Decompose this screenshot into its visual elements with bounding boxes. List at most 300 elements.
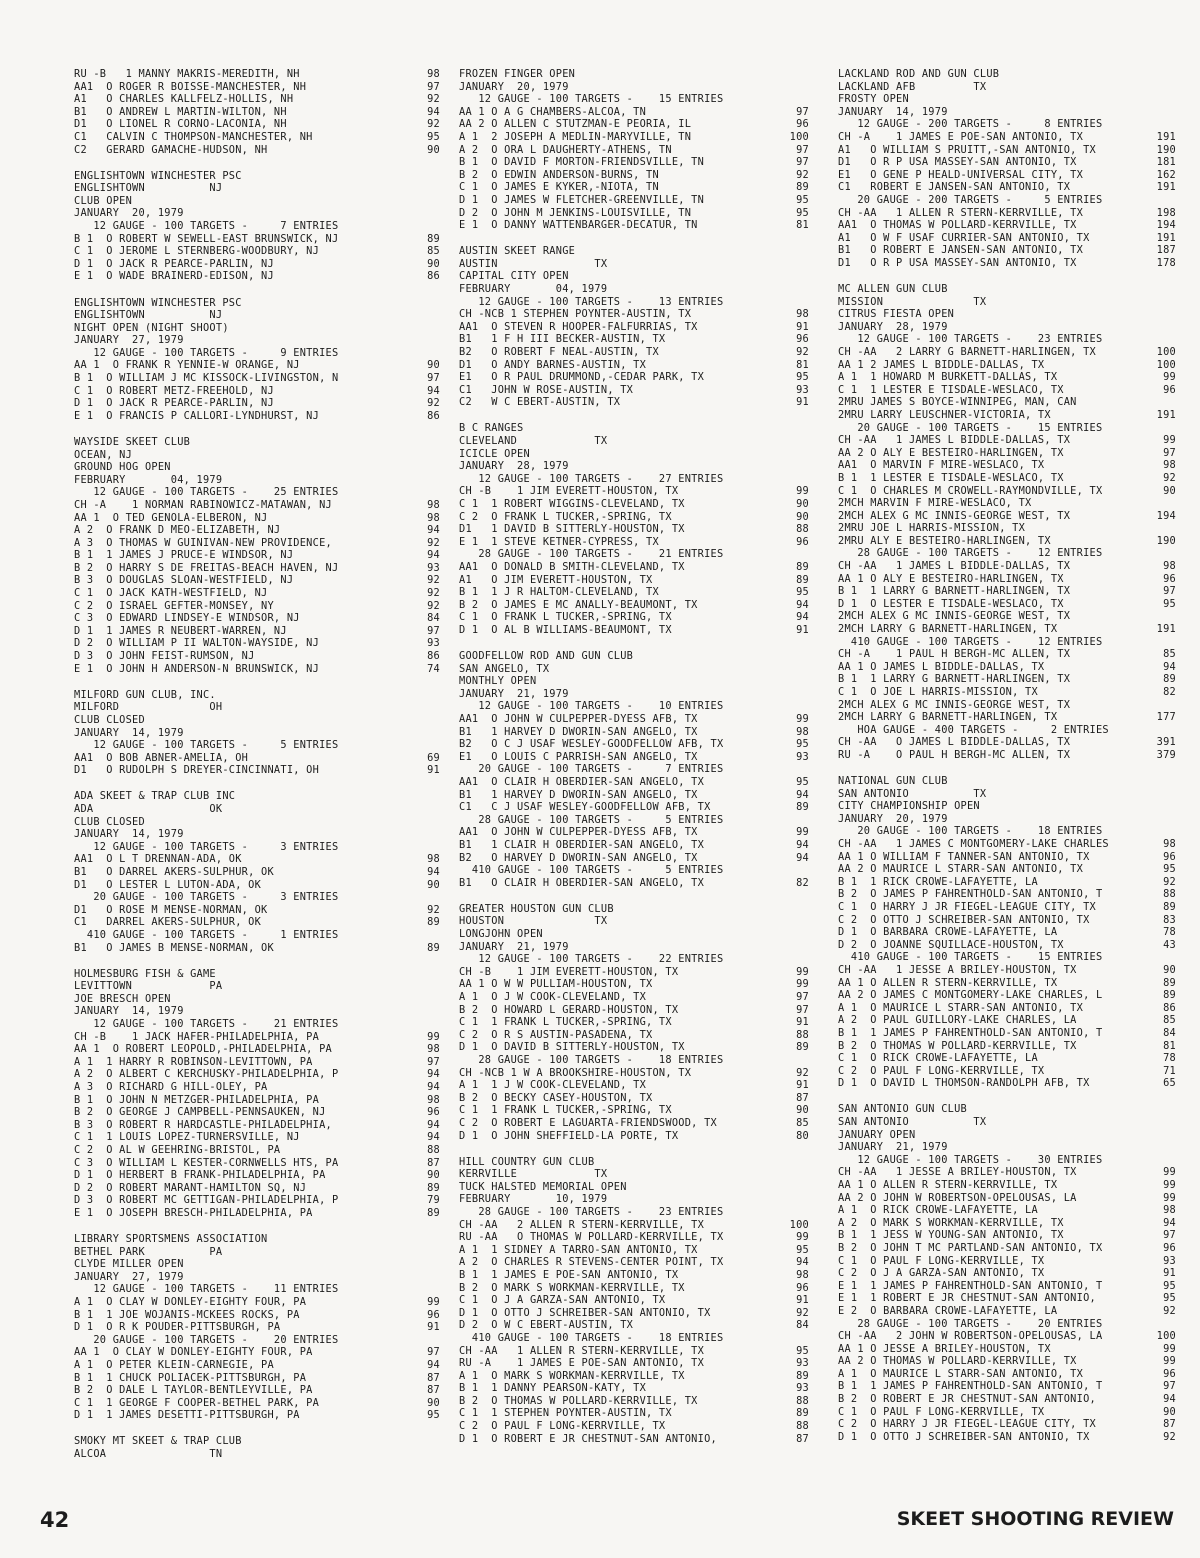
score: 93 [427, 637, 440, 650]
result-line [74, 1056, 440, 1069]
info-line [74, 170, 440, 183]
entry-text: ENGLISHTOWN NJ [74, 182, 223, 195]
entry-text: A 1 O MAURICE L STARR-SAN ANTONIO, TX [838, 1367, 1084, 1380]
result-line [838, 1292, 1176, 1305]
entry-text: 12 GAUGE - 100 TARGETS - 25 ENTRIES [74, 486, 339, 499]
score: 95 [796, 206, 809, 219]
entry-text: 20 GAUGE - 100 TARGETS - 20 ENTRIES [74, 1333, 339, 1346]
score: 92 [1163, 875, 1176, 888]
result-line [74, 233, 440, 246]
entry-text: B 1 1 J R HALTOM-CLEVELAND, TX [459, 586, 659, 599]
result-line [459, 1345, 809, 1358]
result-line [459, 536, 809, 549]
score: 96 [796, 535, 809, 548]
score: 97 [427, 1055, 440, 1068]
entry-text: B 2 O GEORGE J CAMPBELL-PENNSAUKEN, NJ [74, 1106, 326, 1119]
result-line [459, 1117, 809, 1130]
result-line [74, 562, 440, 575]
entry-text: C 2 O HARRY J JR FIEGEL-LEAGUE CITY, TX [838, 1418, 1096, 1431]
entry-text: D 1 O DAVID L THOMSON-RANDOLPH AFB, TX [838, 1077, 1090, 1090]
club-results-block [459, 903, 809, 1142]
entry-text: KERRVILLE TX [459, 1168, 608, 1181]
score: 96 [1163, 1367, 1176, 1380]
entry-text: E 1 1 JAMES P FAHRENTHOLD-SAN ANTONIO, T [838, 1279, 1103, 1292]
info-line [74, 993, 440, 1006]
result-line [459, 144, 809, 157]
score: 90 [427, 143, 440, 156]
info-line [459, 460, 809, 473]
entry-text: A1 O JIM EVERETT-HOUSTON, TX [459, 573, 653, 586]
entry-text: 28 GAUGE - 100 TARGETS - 21 ENTRIES [459, 548, 724, 561]
entry-text: B 1 1 CHUCK POLIACEK-PITTSBURGH, PA [74, 1371, 307, 1384]
score: 88 [796, 1394, 809, 1407]
entry-text: D1 O LESTER L LUTON-ADA, OK [74, 878, 262, 891]
score: 90 [1163, 963, 1176, 976]
entry-text: D 1 1 JAMES DESETTI-PITTSBURGH, PA [74, 1409, 300, 1422]
entry-text: D1 O RUDOLPH S DREYER-CINCINNATI, OH [74, 764, 320, 777]
entry-text: ENGLISHTOWN NJ [74, 309, 223, 322]
entry-text: D1 O ROSE M MENSE-NORMAN, OK [74, 903, 268, 916]
score: 97 [427, 624, 440, 637]
result-line [459, 1079, 809, 1092]
entry-text: C1 JOHN W ROSE-AUSTIN, TX [459, 383, 634, 396]
score: 87 [427, 1156, 440, 1169]
score: 87 [796, 1432, 809, 1445]
entry-text: CLYDE MILLER OPEN [74, 1258, 184, 1271]
entry-text: CH -NCB 1 STEPHEN POYNTER-AUSTIN, TX [459, 308, 692, 321]
score: 187 [1156, 244, 1176, 257]
info-line [838, 547, 1176, 560]
result-line [459, 1282, 809, 1295]
score: 92 [427, 599, 440, 612]
entry-text: D1 O LIONEL R CORNO-LACONIA, NH [74, 118, 287, 131]
result-line [459, 1016, 809, 1029]
score: 94 [427, 865, 440, 878]
entry-text: B C RANGES [459, 422, 524, 435]
info-line [459, 1332, 809, 1345]
result-line [459, 776, 809, 789]
score: 100 [1156, 345, 1176, 358]
entry-text: E1 O R PAUL DRUMMOND,-CEDAR PARK, TX [459, 371, 705, 384]
entry-text: C 1 1 FRANK L TUCKER,-SPRING, TX [459, 1104, 672, 1117]
info-line [459, 1206, 809, 1219]
score: 95 [796, 775, 809, 788]
info-line [459, 435, 809, 448]
score: 81 [796, 358, 809, 371]
result-line [459, 839, 809, 852]
score: 99 [796, 826, 809, 839]
score: 98 [796, 308, 809, 321]
result-line [459, 498, 809, 511]
entry-text: B2 O C J USAF WESLEY-GOODFELLOW AFB, TX [459, 738, 724, 751]
result-line [838, 851, 1176, 864]
result-line [838, 144, 1176, 157]
info-line [838, 283, 1176, 296]
info-line [74, 701, 440, 714]
result-line [838, 1166, 1176, 1179]
club-results-block [74, 968, 440, 1220]
entry-text: B 1 1 JAMES J PRUCE-E WINDSOR, NJ [74, 549, 294, 562]
entry-text: B2 O ROBERT F NEAL-AUSTIN, TX [459, 345, 659, 358]
result-line [838, 1040, 1176, 1053]
result-line [459, 789, 809, 802]
result-line [74, 1207, 440, 1220]
result-line [838, 409, 1176, 422]
score: 91 [427, 1321, 440, 1334]
entry-text: D 1 O DAVID B SITTERLY-HOUSTON, TX [459, 1041, 685, 1054]
info-line [838, 308, 1176, 321]
score: 99 [796, 485, 809, 498]
result-line [459, 219, 809, 232]
score: 94 [427, 1358, 440, 1371]
info-line [459, 864, 809, 877]
entry-text: C 1 O CHARLES M CROWELL-RAYMONDVILLE, TX [838, 484, 1103, 497]
score: 98 [796, 1268, 809, 1281]
column-middle [459, 68, 809, 1459]
score: 191 [1156, 408, 1176, 421]
result-line [74, 916, 440, 929]
score: 94 [427, 1118, 440, 1131]
entry-text: CITY CHAMPIONSHIP OPEN [838, 800, 980, 813]
result-line [838, 219, 1176, 232]
result-line [838, 1027, 1176, 1040]
entry-text: LACKLAND AFB TX [838, 80, 987, 93]
result-line [74, 372, 440, 385]
entry-text: ADA SKEET & TRAP CLUB INC [74, 790, 236, 803]
score: 379 [1156, 748, 1176, 761]
result-line [74, 942, 440, 955]
info-line [838, 1141, 1176, 1154]
entry-text: ENGLISHTOWN WINCHESTER PSC [74, 169, 242, 182]
info-line [459, 915, 809, 928]
result-line [74, 663, 440, 676]
info-line [74, 322, 440, 335]
entry-text: AA1 O JOHN W CULPEPPER-DYESS AFB, TX [459, 826, 698, 839]
result-line [838, 888, 1176, 901]
entry-text: LONGJOHN OPEN [459, 928, 543, 940]
result-line [838, 1065, 1176, 1078]
entry-text: JANUARY 20, 1979 [459, 80, 569, 93]
entry-text: CH -B 1 JACK HAFER-PHILADELPHIA, PA [74, 1030, 320, 1043]
entry-text: C 1 1 LESTER E TISDALE-WESLACO, TX [838, 383, 1064, 396]
entry-text: D 1 O JACK R PEARCE-PARLIN, NJ [74, 397, 274, 410]
entry-text: AA 1 O JESSE A BRILEY-HOUSTON, TX [838, 1342, 1051, 1355]
score: 99 [796, 965, 809, 978]
entry-text: D 1 1 JAMES R NEUBERT-WARREN, NJ [74, 624, 287, 637]
entry-text: 2MRU JAMES S BOYCE-WINNIPEG, MAN, CAN [838, 396, 1077, 409]
entry-text: 2MRU LARRY LEUSCHNER-VICTORIA, TX [838, 408, 1051, 421]
entry-text: AA 2 O JOHN W ROBERTSON-OPELOUSAS, LA [838, 1191, 1077, 1204]
result-line [74, 1397, 440, 1410]
result-line [74, 1182, 440, 1195]
entry-text: AA 1 O W W PULLIAM-HOUSTON, TX [459, 978, 653, 991]
score: 95 [1163, 597, 1176, 610]
result-line [838, 1217, 1176, 1230]
score: 91 [427, 764, 440, 777]
score: 95 [796, 371, 809, 384]
entry-text: C 3 O WILLIAM L KESTER-CORNWELLS HTS, PA [74, 1156, 339, 1169]
score: 90 [1163, 484, 1176, 497]
score: 98 [427, 853, 440, 866]
info-line [838, 1103, 1176, 1116]
entry-text: C1 DARREL AKERS-SULPHUR, OK [74, 916, 262, 929]
score: 98 [427, 68, 440, 80]
result-line [838, 1280, 1176, 1293]
entry-text: CH -AA 1 JAMES L BIDDLE-DALLAS, TX [838, 434, 1071, 447]
info-line [838, 296, 1176, 309]
info-line [74, 1258, 440, 1271]
score: 89 [796, 1041, 809, 1054]
score: 88 [796, 1028, 809, 1041]
score: 92 [427, 587, 440, 600]
score: 94 [1163, 1393, 1176, 1406]
entry-text: D 2 O JOHN M JENKINS-LOUISVILLE, TN [459, 206, 692, 219]
score: 100 [789, 1218, 809, 1231]
score: 98 [1163, 838, 1176, 851]
entry-text: E1 O GENE P HEALD-UNIVERSAL CITY, TX [838, 168, 1084, 181]
entry-text: D 2 O W C EBERT-AUSTIN, TX [459, 1319, 634, 1332]
entry-text: JANUARY 28, 1979 [459, 460, 569, 473]
entry-text: B 1 O WILLIAM J MC KISSOCK-LIVINGSTON, N [74, 372, 339, 385]
score: 94 [796, 598, 809, 611]
score: 90 [796, 1104, 809, 1117]
entry-text: AA 2 O THOMAS W POLLARD-KERRVILLE, TX [838, 1355, 1077, 1368]
score: 94 [427, 1068, 440, 1081]
score: 94 [427, 1080, 440, 1093]
entry-text: CH -AA 1 JESSE A BRILEY-HOUSTON, TX [838, 963, 1077, 976]
score: 84 [796, 1319, 809, 1332]
entry-text: AA 2 O ALLEN C STUTZMAN-E PEORIA, IL [459, 118, 692, 131]
info-line [459, 81, 809, 94]
result-line [459, 1269, 809, 1282]
info-line [838, 93, 1176, 106]
entry-text: JANUARY 14, 1979 [74, 726, 184, 739]
score: 97 [796, 105, 809, 118]
result-line [74, 764, 440, 777]
result-line [74, 385, 440, 398]
entry-text: 12 GAUGE - 100 TARGETS - 10 ENTRIES [459, 700, 724, 713]
entry-text: 2MCH ALEX G MC INNIS-GEORGE WEST, TX [838, 698, 1071, 711]
score: 98 [427, 511, 440, 524]
club-results-block [459, 422, 809, 636]
info-line [838, 951, 1176, 964]
result-line [459, 1067, 809, 1080]
score: 88 [796, 1420, 809, 1433]
info-line [838, 775, 1176, 788]
result-line [459, 1029, 809, 1042]
entry-text: C 1 O JACK KATH-WESTFIELD, NJ [74, 587, 268, 600]
entry-text: 12 GAUGE - 100 TARGETS - 27 ENTRIES [459, 472, 724, 485]
entry-text: E 1 O DANNY WATTENBARGER-DECATUR, TN [459, 219, 698, 232]
result-line [74, 1031, 440, 1044]
info-line [74, 195, 440, 208]
score: 97 [1163, 1229, 1176, 1242]
entry-text: E 1 1 ROBERT E JR CHESTNUT-SAN ANTONIO, [838, 1292, 1096, 1305]
score: 92 [796, 345, 809, 358]
entry-text: CH -AA 2 ALLEN R STERN-KERRVILLE, TX [459, 1218, 705, 1231]
score: 97 [796, 990, 809, 1003]
result-line [74, 1384, 440, 1397]
result-line [838, 1431, 1176, 1444]
entry-text: 410 GAUGE - 100 TARGETS - 18 ENTRIES [459, 1331, 724, 1344]
entry-text: E 1 O JOHN H ANDERSON-N BRUNSWICK, NJ [74, 662, 320, 675]
info-line [74, 449, 440, 462]
score: 97 [796, 143, 809, 156]
score: 94 [796, 851, 809, 864]
result-line [459, 713, 809, 726]
score: 82 [1163, 686, 1176, 698]
result-line [838, 838, 1176, 851]
result-line [459, 586, 809, 599]
score: 86 [427, 650, 440, 663]
entry-text: B 1 O DAVID F MORTON-FRIENDSVILLE, TN [459, 156, 705, 169]
score: 89 [796, 1369, 809, 1382]
result-line [459, 611, 809, 624]
entry-text: B 3 O DOUGLAS SLOAN-WESTFIELD, NJ [74, 574, 294, 587]
info-line [459, 296, 809, 309]
entry-text: B 1 1 JAMES P FAHRENTHOLD-SAN ANTONIO, T [838, 1380, 1103, 1393]
info-line [838, 825, 1176, 838]
entry-text: 2MCH ALEX G MC INNIS-GEORGE WEST, TX [838, 509, 1071, 522]
info-line [838, 1129, 1176, 1142]
entry-text: RU -AA O THOMAS W POLLARD-KERRVILLE, TX [459, 1231, 724, 1244]
entry-text: NATIONAL GUN CLUB [838, 775, 948, 788]
entry-text: A1 O W F USAF CURRIER-SAN ANTONIO, TX [838, 231, 1090, 244]
result-line [838, 573, 1176, 586]
score: 90 [427, 1396, 440, 1409]
result-line [459, 1294, 809, 1307]
result-line [838, 1380, 1176, 1393]
info-line [74, 1283, 440, 1296]
entry-text: C 2 O AL W GEEHRING-BRISTOL, PA [74, 1143, 281, 1156]
result-line [459, 852, 809, 865]
score: 194 [1156, 509, 1176, 522]
result-line [459, 194, 809, 207]
score: 93 [796, 383, 809, 396]
score: 96 [796, 118, 809, 131]
score: 95 [1163, 1279, 1176, 1292]
entry-text: C 1 1 ROBERT WIGGINS-CLEVELAND, TX [459, 498, 685, 510]
result-line [74, 612, 440, 625]
result-line [74, 512, 440, 525]
entry-text: 12 GAUGE - 100 TARGETS - 21 ENTRIES [74, 1017, 339, 1030]
score: 89 [1163, 673, 1176, 686]
result-line [838, 346, 1176, 359]
result-line [459, 574, 809, 587]
score: 99 [1163, 1342, 1176, 1355]
score: 181 [1156, 156, 1176, 169]
score: 94 [427, 105, 440, 118]
result-line [459, 738, 809, 751]
score: 99 [427, 1295, 440, 1308]
info-line [74, 297, 440, 310]
score: 88 [796, 523, 809, 536]
club-results-block [74, 790, 440, 954]
entry-text: D 1 O JOHN SHEFFIELD-LA PORTE, TX [459, 1129, 679, 1142]
result-line [74, 904, 440, 917]
result-line [74, 1094, 440, 1107]
result-line [74, 397, 440, 410]
score: 86 [1163, 1001, 1176, 1014]
column-left [74, 68, 440, 1474]
result-line [838, 510, 1176, 523]
entry-text: 20 GAUGE - 200 TARGETS - 5 ENTRIES [838, 193, 1103, 206]
score: 97 [1163, 1380, 1176, 1393]
info-line [74, 790, 440, 803]
entry-text: 410 GAUGE - 100 TARGETS - 12 ENTRIES [838, 635, 1103, 648]
result-line [459, 1104, 809, 1117]
entry-text: SMOKY MT SKEET & TRAP CLUB [74, 1435, 242, 1448]
entry-text: 2MCH LARRY G BARNETT-HARLINGEN, TX [838, 711, 1058, 724]
info-line [838, 118, 1176, 131]
score: 91 [796, 396, 809, 409]
entry-text: JANUARY OPEN [838, 1128, 916, 1141]
info-line [459, 903, 809, 916]
info-line [838, 321, 1176, 334]
entry-text: AA 1 O CLAY W DONLEY-EIGHTY FOUR, PA [74, 1346, 313, 1359]
info-line [74, 968, 440, 981]
score: 190 [1156, 143, 1176, 156]
entry-text: 12 GAUGE - 100 TARGETS - 13 ENTRIES [459, 295, 724, 308]
entry-text: JANUARY 27, 1979 [74, 334, 184, 347]
score: 81 [1163, 1039, 1176, 1052]
info-line [838, 813, 1176, 826]
score: 92 [1163, 471, 1176, 484]
info-line [74, 309, 440, 322]
result-line [838, 977, 1176, 990]
score: 85 [796, 1116, 809, 1129]
entry-text: JANUARY 20, 1979 [838, 812, 948, 825]
score: 90 [427, 878, 440, 891]
result-line [459, 1370, 809, 1383]
result-line [838, 1305, 1176, 1318]
entry-text: GROUND HOG OPEN [74, 461, 171, 474]
info-line [838, 396, 1176, 409]
entry-text: A 1 O MAURICE L STARR-SAN ANTONIO, TX [838, 1001, 1084, 1014]
result-line [838, 1343, 1176, 1356]
score: 95 [796, 1243, 809, 1256]
club-results-block [74, 689, 440, 777]
entry-text: 12 GAUGE - 100 TARGETS - 5 ENTRIES [74, 739, 339, 752]
entry-text: C 1 O J A GARZA-SAN ANTONIO, TX [459, 1294, 666, 1307]
score: 90 [427, 359, 440, 372]
score: 83 [1163, 913, 1176, 926]
info-line [74, 1271, 440, 1284]
result-line [838, 1192, 1176, 1205]
score: 92 [427, 118, 440, 131]
entry-text: B 3 O ROBERT R HARDCASTLE-PHILADELPHIA, [74, 1118, 332, 1131]
score: 198 [1156, 206, 1176, 219]
entry-text: A 2 O ORA L DAUGHERTY-ATHENS, TN [459, 143, 672, 156]
score: 97 [427, 372, 440, 385]
info-line [74, 486, 440, 499]
entry-text: AA 1 O ALLEN R STERN-KERRVILLE, TX [838, 1178, 1058, 1191]
entry-text: LIBRARY SPORTSMENS ASSOCIATION [74, 1232, 268, 1245]
result-line [74, 106, 440, 119]
result-line [838, 1393, 1176, 1406]
info-line [838, 724, 1176, 737]
entry-text: 20 GAUGE - 100 TARGETS - 18 ENTRIES [838, 825, 1103, 838]
entry-text: FROSTY OPEN [838, 93, 909, 106]
entry-text: D 2 O WILLIAM P II WALTON-WAYSIDE, NJ [74, 637, 320, 650]
info-line [459, 422, 809, 435]
score: 82 [796, 876, 809, 889]
score: 81 [796, 219, 809, 232]
entry-text: C1 C J USAF WESLEY-GOODFELLOW AFB, TX [459, 801, 711, 814]
info-line [74, 828, 440, 841]
entry-text: AA 1 O WILLIAM F TANNER-SAN ANTONIO, TX [838, 850, 1090, 863]
score: 100 [1156, 1330, 1176, 1343]
